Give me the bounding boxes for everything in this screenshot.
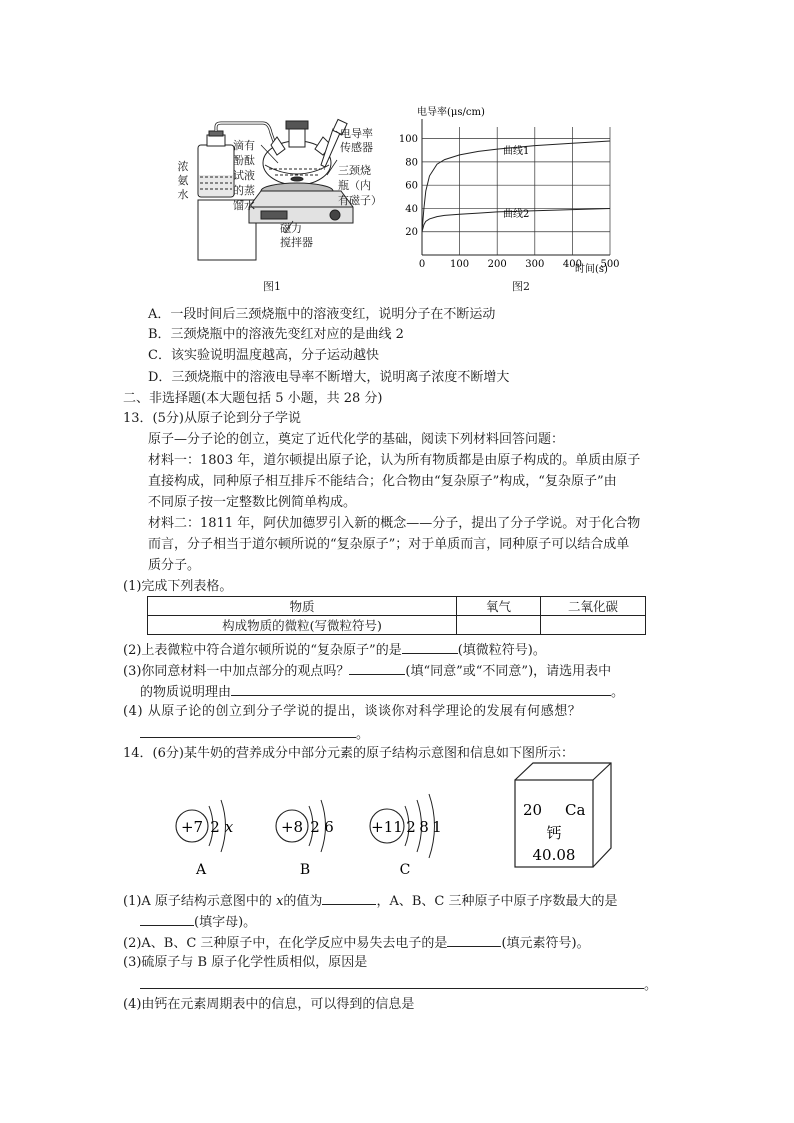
- y-tick-label: 20: [405, 227, 418, 239]
- q14-part2-hint: (填元素符号)。: [501, 936, 590, 951]
- x-tick-label: 100: [450, 259, 470, 270]
- q14-part2-text: (2)A、B、C 三种原子中，在化学反应中易失去电子的是: [123, 936, 448, 951]
- three-neck-flask: [263, 121, 331, 185]
- table-row-label: 构成物质的微粒(写微粒符号): [148, 616, 457, 635]
- atom-b: [276, 800, 334, 878]
- water-label: [233, 138, 255, 213]
- q13-heading: 13．(5分)从原子论到分子学说: [123, 411, 301, 426]
- q13-part4-end: 。: [356, 727, 370, 742]
- atom-a-nucleus: +7: [180, 818, 204, 836]
- ammonia-label-2: 氨: [177, 174, 189, 187]
- q14-part1-blank2[interactable]: [140, 912, 194, 926]
- y-tick-label: 60: [405, 180, 418, 192]
- water-label-1: 滴有: [233, 139, 255, 152]
- y-tick-label: 40: [405, 203, 418, 215]
- water-label-4: 的蒸: [233, 184, 255, 197]
- table-header-substance: 物质: [148, 597, 457, 616]
- q14-part1-text: (1)A 原子结构示意图中的: [123, 894, 272, 909]
- atom-a-shell1: 2: [210, 818, 220, 836]
- q13-part3: [123, 661, 611, 681]
- table-row: [148, 597, 646, 616]
- q14-part1-hint: (填字母)。: [194, 915, 257, 930]
- x-tick-label: 400: [562, 259, 582, 270]
- water-label-5: 馏水: [233, 199, 255, 212]
- table-header-co2: 二氧化碳: [541, 597, 646, 616]
- calcium-element-card: [505, 760, 615, 875]
- section-heading: 二、非选择题(本大题包括 5 小题，共 28 分): [123, 391, 383, 406]
- atom-c-shell2: 8: [419, 818, 429, 836]
- water-label-3: 试液: [233, 169, 255, 182]
- q13-part1: (1)完成下列表格。: [123, 579, 233, 594]
- q13-part3-hint: (填“同意”或“不同意”)，请选用表中: [405, 664, 612, 679]
- atom-diagrams: [165, 780, 465, 880]
- x-tick-label: 300: [525, 259, 545, 270]
- q14-part2: [123, 933, 590, 953]
- q12-option-c: C．该实验说明温度越高，分子运动越快: [148, 348, 379, 363]
- q13-part3-blank1[interactable]: [349, 661, 405, 675]
- q13-material1-line3: 不同原子按一定整数比例简单构成。: [148, 495, 357, 510]
- flask-label-2: 瓶（内: [338, 179, 371, 192]
- table-cell-oxygen[interactable]: [457, 616, 541, 635]
- atom-a-label: A: [195, 862, 207, 878]
- conductivity-chart: [395, 100, 635, 280]
- sensor-label: [340, 127, 373, 155]
- q13-part3-text: (3)你同意材料一中加点部分的观点吗？: [123, 664, 350, 679]
- q13-material2-line1: 材料二：1811 年，阿伏加德罗引入新的概念——分子，提出了分子学说。对于化合物: [148, 516, 641, 531]
- curve1-label: 曲线1: [503, 146, 530, 157]
- q12-option-d: D．三颈烧瓶中的溶液电导率不断增大，说明离子浓度不断增大: [148, 370, 510, 385]
- stirrer-label-2: 搅拌器: [280, 236, 313, 249]
- flask-label-1: 三颈烧: [338, 164, 371, 177]
- q12-option-a: A．一段时间后三颈烧瓶中的溶液变红，说明分子在不断运动: [148, 307, 496, 322]
- q14-part1-blank1[interactable]: [322, 891, 376, 905]
- atom-a-shell2: x: [224, 818, 234, 836]
- q14-part1-cont: [140, 912, 256, 932]
- q14-part1-text3: ，A、B、C 三种原子中原子序数最大的是: [376, 894, 618, 909]
- q14-part1-x: x: [276, 894, 284, 909]
- q13-part2-text: (2)上表微粒中符合道尔顿所说的“复杂原子”的是: [123, 643, 402, 658]
- q14-part3-end: 。: [644, 978, 658, 993]
- q14-part3-blank[interactable]: [140, 975, 644, 989]
- q14-part1: [123, 891, 617, 911]
- q13-material1-line2: 直接构成，同种原子相互排斥不能结合；化合物由“复杂原子”构成，“复杂原子”由: [148, 474, 617, 489]
- q14-part2-blank[interactable]: [447, 933, 501, 947]
- table-cell-co2[interactable]: [541, 616, 646, 635]
- curve2-label: 曲线2: [503, 209, 530, 220]
- q13-table: [147, 596, 646, 635]
- flask-label-3: 有磁子）: [338, 194, 382, 207]
- element-mass: 40.08: [532, 846, 576, 864]
- atom-a: [176, 800, 234, 878]
- q14-part3: (3)硫原子与 B 原子化学性质相似，原因是: [123, 955, 368, 970]
- atom-b-shell2: 6: [324, 818, 334, 836]
- stirrer-label: [280, 222, 313, 250]
- q13-intro: 原子—分子论的创立，奠定了近代化学的基础，阅读下列材料回答问题：: [148, 432, 565, 447]
- chart-ylabel: 电导率(μs/cm): [417, 107, 485, 118]
- table-header-oxygen: 氧气: [457, 597, 541, 616]
- atom-b-shell1: 2: [310, 818, 320, 836]
- water-label-2: 酚酞: [233, 154, 255, 167]
- sensor-label-1: 电导率: [340, 127, 373, 140]
- q14-part4: (4)由钙在元素周期表中的信息，可以得到的信息是: [123, 997, 415, 1012]
- atom-c-shell1: 2: [406, 818, 416, 836]
- x-tick-label: 200: [487, 259, 507, 270]
- q13-part3-blank2[interactable]: [231, 682, 611, 696]
- y-tick-label: 100: [398, 134, 418, 146]
- ammonia-label-3: 水: [177, 188, 189, 201]
- q13-material2-line3: 质分子。: [148, 558, 201, 573]
- q13-material2-line2: 而言，分子相当于道尔顿所说的“复杂原子”；对于单质而言，同种原子可以结合成单: [148, 537, 630, 552]
- ammonia-label-1: 浓: [177, 160, 189, 173]
- q14-part1-text2: 的值为: [283, 894, 323, 909]
- q13-part4-blank[interactable]: [140, 724, 356, 738]
- q13-part2-hint: (填微粒符号)。: [457, 643, 546, 658]
- atom-c-shell3: 1: [432, 818, 442, 836]
- q12-option-b: B．三颈烧瓶中的溶液先变红对应的是曲线 2: [148, 327, 404, 342]
- q14-part3-cont: [140, 975, 657, 995]
- atom-c-label: C: [399, 862, 411, 878]
- x-tick-label: 0: [418, 259, 426, 270]
- q13-part3-cont: [140, 682, 624, 702]
- atom-c-nucleus: +11: [371, 818, 403, 836]
- figure2-caption: 图2: [512, 280, 530, 293]
- q13-part2-blank[interactable]: [402, 640, 458, 654]
- table-row: [148, 616, 646, 635]
- figure1-caption: 图1: [263, 280, 281, 293]
- q14-heading: 14．(6分)某牛奶的营养成分中部分元素的原子结构示意图和信息如下图所示：: [123, 746, 574, 761]
- q13-part3-end: 。: [611, 685, 625, 700]
- q13-material1-line1: 材料一：1803 年，道尔顿提出原子论，认为所有物质都是由原子构成的。单质由原子: [148, 453, 641, 468]
- q13-part4: (4) 从原子论的创立到分子学说的提出，谈谈你对科学理论的发展有何感想？: [123, 704, 582, 719]
- q13-part2: [123, 640, 546, 660]
- q13-part3-reason: 的物质说明理由: [140, 685, 232, 700]
- sensor-label-2: 传感器: [340, 141, 373, 154]
- q13-part4-cont: [140, 724, 369, 744]
- atom-c: [370, 794, 442, 878]
- element-name: 钙: [546, 824, 562, 842]
- stirrer-label-1: 磁力: [280, 222, 302, 235]
- ammonia-label: [176, 160, 190, 202]
- flask-label: [338, 163, 382, 208]
- y-tick-label: 80: [405, 157, 418, 169]
- element-number: 20: [523, 801, 543, 819]
- x-tick-label: 500: [600, 259, 620, 270]
- atom-b-label: B: [299, 862, 311, 878]
- atom-b-nucleus: +8: [280, 818, 304, 836]
- element-symbol: Ca: [565, 801, 586, 819]
- chart-xlabel: 时间(s): [575, 264, 608, 275]
